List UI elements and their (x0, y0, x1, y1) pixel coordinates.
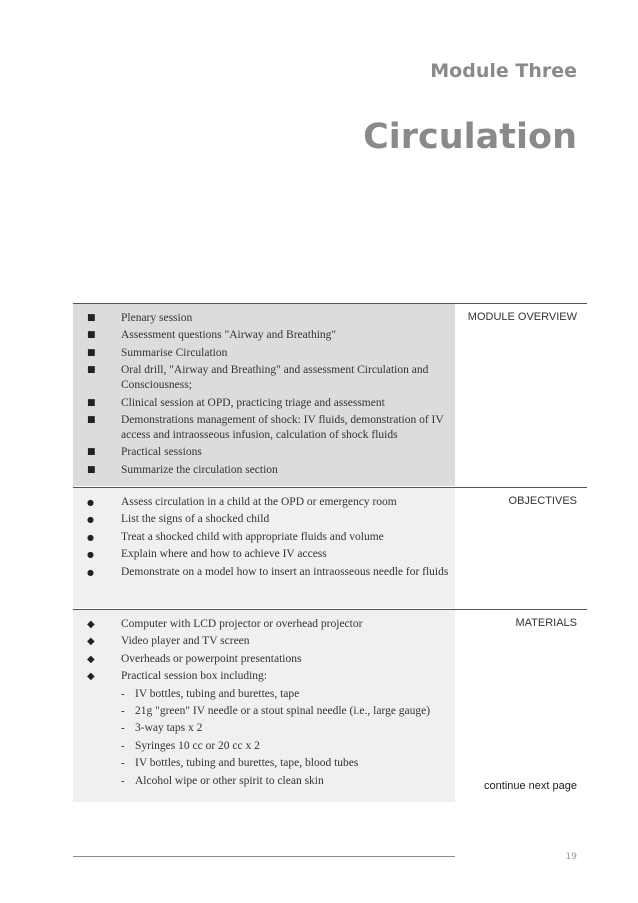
square-bullet-icon: ■ (87, 464, 96, 475)
overview-item-text: Demonstrations management of shock: IV fluids, demonstration of IV access and intraosseous infusion, calculation of shock fluids (121, 413, 444, 441)
material-sub-item (121, 739, 449, 754)
objective-item-text: List the signs of a shocked child (121, 513, 270, 526)
dash-bullet-icon: - (121, 774, 125, 787)
module-overview-list-panel (73, 304, 455, 486)
material-sub-item (121, 721, 449, 736)
materials-sub-list (121, 687, 449, 789)
overview-item (87, 413, 449, 443)
material-sub-item (121, 774, 449, 789)
material-sub-item-text: Syringes 10 cc or 20 cc x 2 (135, 739, 260, 752)
module-overview-heading: MODULE OVERVIEW (467, 311, 577, 323)
material-sub-item-text: IV bottles, tubing and burettes, tape, blood tubes (135, 757, 359, 770)
module-overview-section (73, 303, 587, 486)
square-bullet-icon: ■ (87, 414, 96, 425)
overview-item-text: Summarize the circulation section (121, 463, 278, 476)
circle-bullet-icon: ● (87, 515, 94, 525)
objective-item-text: Demonstrate on a model how to insert an intraosseous needle for fluids (121, 565, 449, 578)
diamond-bullet-icon: ◆ (87, 653, 95, 665)
material-item (87, 669, 449, 684)
material-item (87, 617, 449, 632)
square-bullet-icon: ■ (87, 397, 96, 408)
material-item (87, 634, 449, 649)
overview-item-text: Summarise Circulation (121, 346, 228, 359)
diamond-bullet-icon: ◆ (87, 671, 95, 683)
material-sub-item-text: Alcohol wipe or other spirit to clean skin (135, 774, 324, 787)
material-sub-item-text: 3-way taps x 2 (135, 722, 203, 735)
overview-item-text: Clinical session at OPD, practicing triage and assessment (121, 396, 385, 409)
materials-section (73, 609, 587, 802)
overview-item (87, 311, 449, 326)
overview-item (87, 328, 449, 343)
square-bullet-icon: ■ (87, 330, 96, 341)
overview-item (87, 363, 449, 393)
material-item-text: Video player and TV screen (121, 635, 250, 648)
material-item-text: Practical session box including: (121, 670, 267, 683)
diamond-bullet-icon: ◆ (87, 636, 95, 648)
objective-item-text: Explain where and how to achieve IV access (121, 548, 327, 561)
square-bullet-icon: ■ (87, 313, 96, 323)
materials-heading-column (455, 610, 587, 802)
dash-bullet-icon: - (121, 704, 125, 717)
objective-item (87, 547, 449, 562)
diamond-bullet-icon: ◆ (87, 619, 95, 630)
module-label: Module Three (430, 60, 577, 82)
objective-item (87, 512, 449, 527)
dash-bullet-icon: - (121, 739, 125, 752)
material-sub-item (121, 687, 449, 702)
objectives-heading: OBJECTIVES (508, 495, 577, 507)
material-item-text: Computer with LCD projector or overhead projector (121, 618, 363, 630)
square-bullet-icon: ■ (87, 365, 96, 376)
objective-item (87, 530, 449, 545)
dash-bullet-icon: - (121, 687, 125, 700)
material-sub-item (121, 704, 449, 719)
material-sub-item-text: 21g "green" IV needle or a stout spinal needle (i.e., large gauge) (135, 704, 431, 717)
overview-item (87, 346, 449, 361)
overview-item-text: Assessment questions "Airway and Breathing" (121, 329, 337, 342)
page-title: Circulation (363, 117, 577, 157)
page-number: 19 (565, 852, 577, 862)
circle-bullet-icon: ● (87, 567, 94, 577)
circle-bullet-icon: ● (87, 532, 94, 542)
objective-item (87, 565, 449, 580)
overview-item-text: Plenary session (121, 312, 193, 324)
objective-item-text: Treat a shocked child with appropriate fluids and volume (121, 530, 384, 543)
materials-heading: MATERIALS (515, 617, 577, 629)
module-overview-list (87, 311, 449, 478)
overview-item-text: Oral drill, "Airway and Breathing" and assessment Circulation and Consciousness; (121, 364, 429, 392)
square-bullet-icon: ■ (87, 347, 96, 358)
materials-list-panel (73, 610, 455, 802)
continue-next-page-note: continue next page (484, 780, 577, 792)
materials-list (87, 617, 449, 684)
overview-item (87, 463, 449, 478)
overview-item-text: Practical sessions (121, 446, 202, 459)
overview-item (87, 396, 449, 411)
objective-item (87, 495, 449, 510)
objective-item-text: Assess circulation in a child at the OPD or emergency room (121, 496, 397, 508)
overview-item (87, 445, 449, 460)
footer-divider (73, 856, 455, 857)
dash-bullet-icon: - (121, 757, 125, 770)
square-bullet-icon: ■ (87, 447, 96, 458)
objectives-section (73, 487, 587, 608)
material-sub-item-text: IV bottles, tubing and burettes, tape (135, 687, 300, 700)
material-sub-item (121, 756, 449, 771)
material-item (87, 652, 449, 667)
objectives-list (87, 495, 449, 580)
circle-bullet-icon: ● (87, 498, 94, 507)
objectives-list-panel (73, 488, 455, 608)
circle-bullet-icon: ● (87, 550, 94, 560)
dash-bullet-icon: - (121, 722, 125, 735)
material-item-text: Overheads or powerpoint presentations (121, 652, 302, 665)
